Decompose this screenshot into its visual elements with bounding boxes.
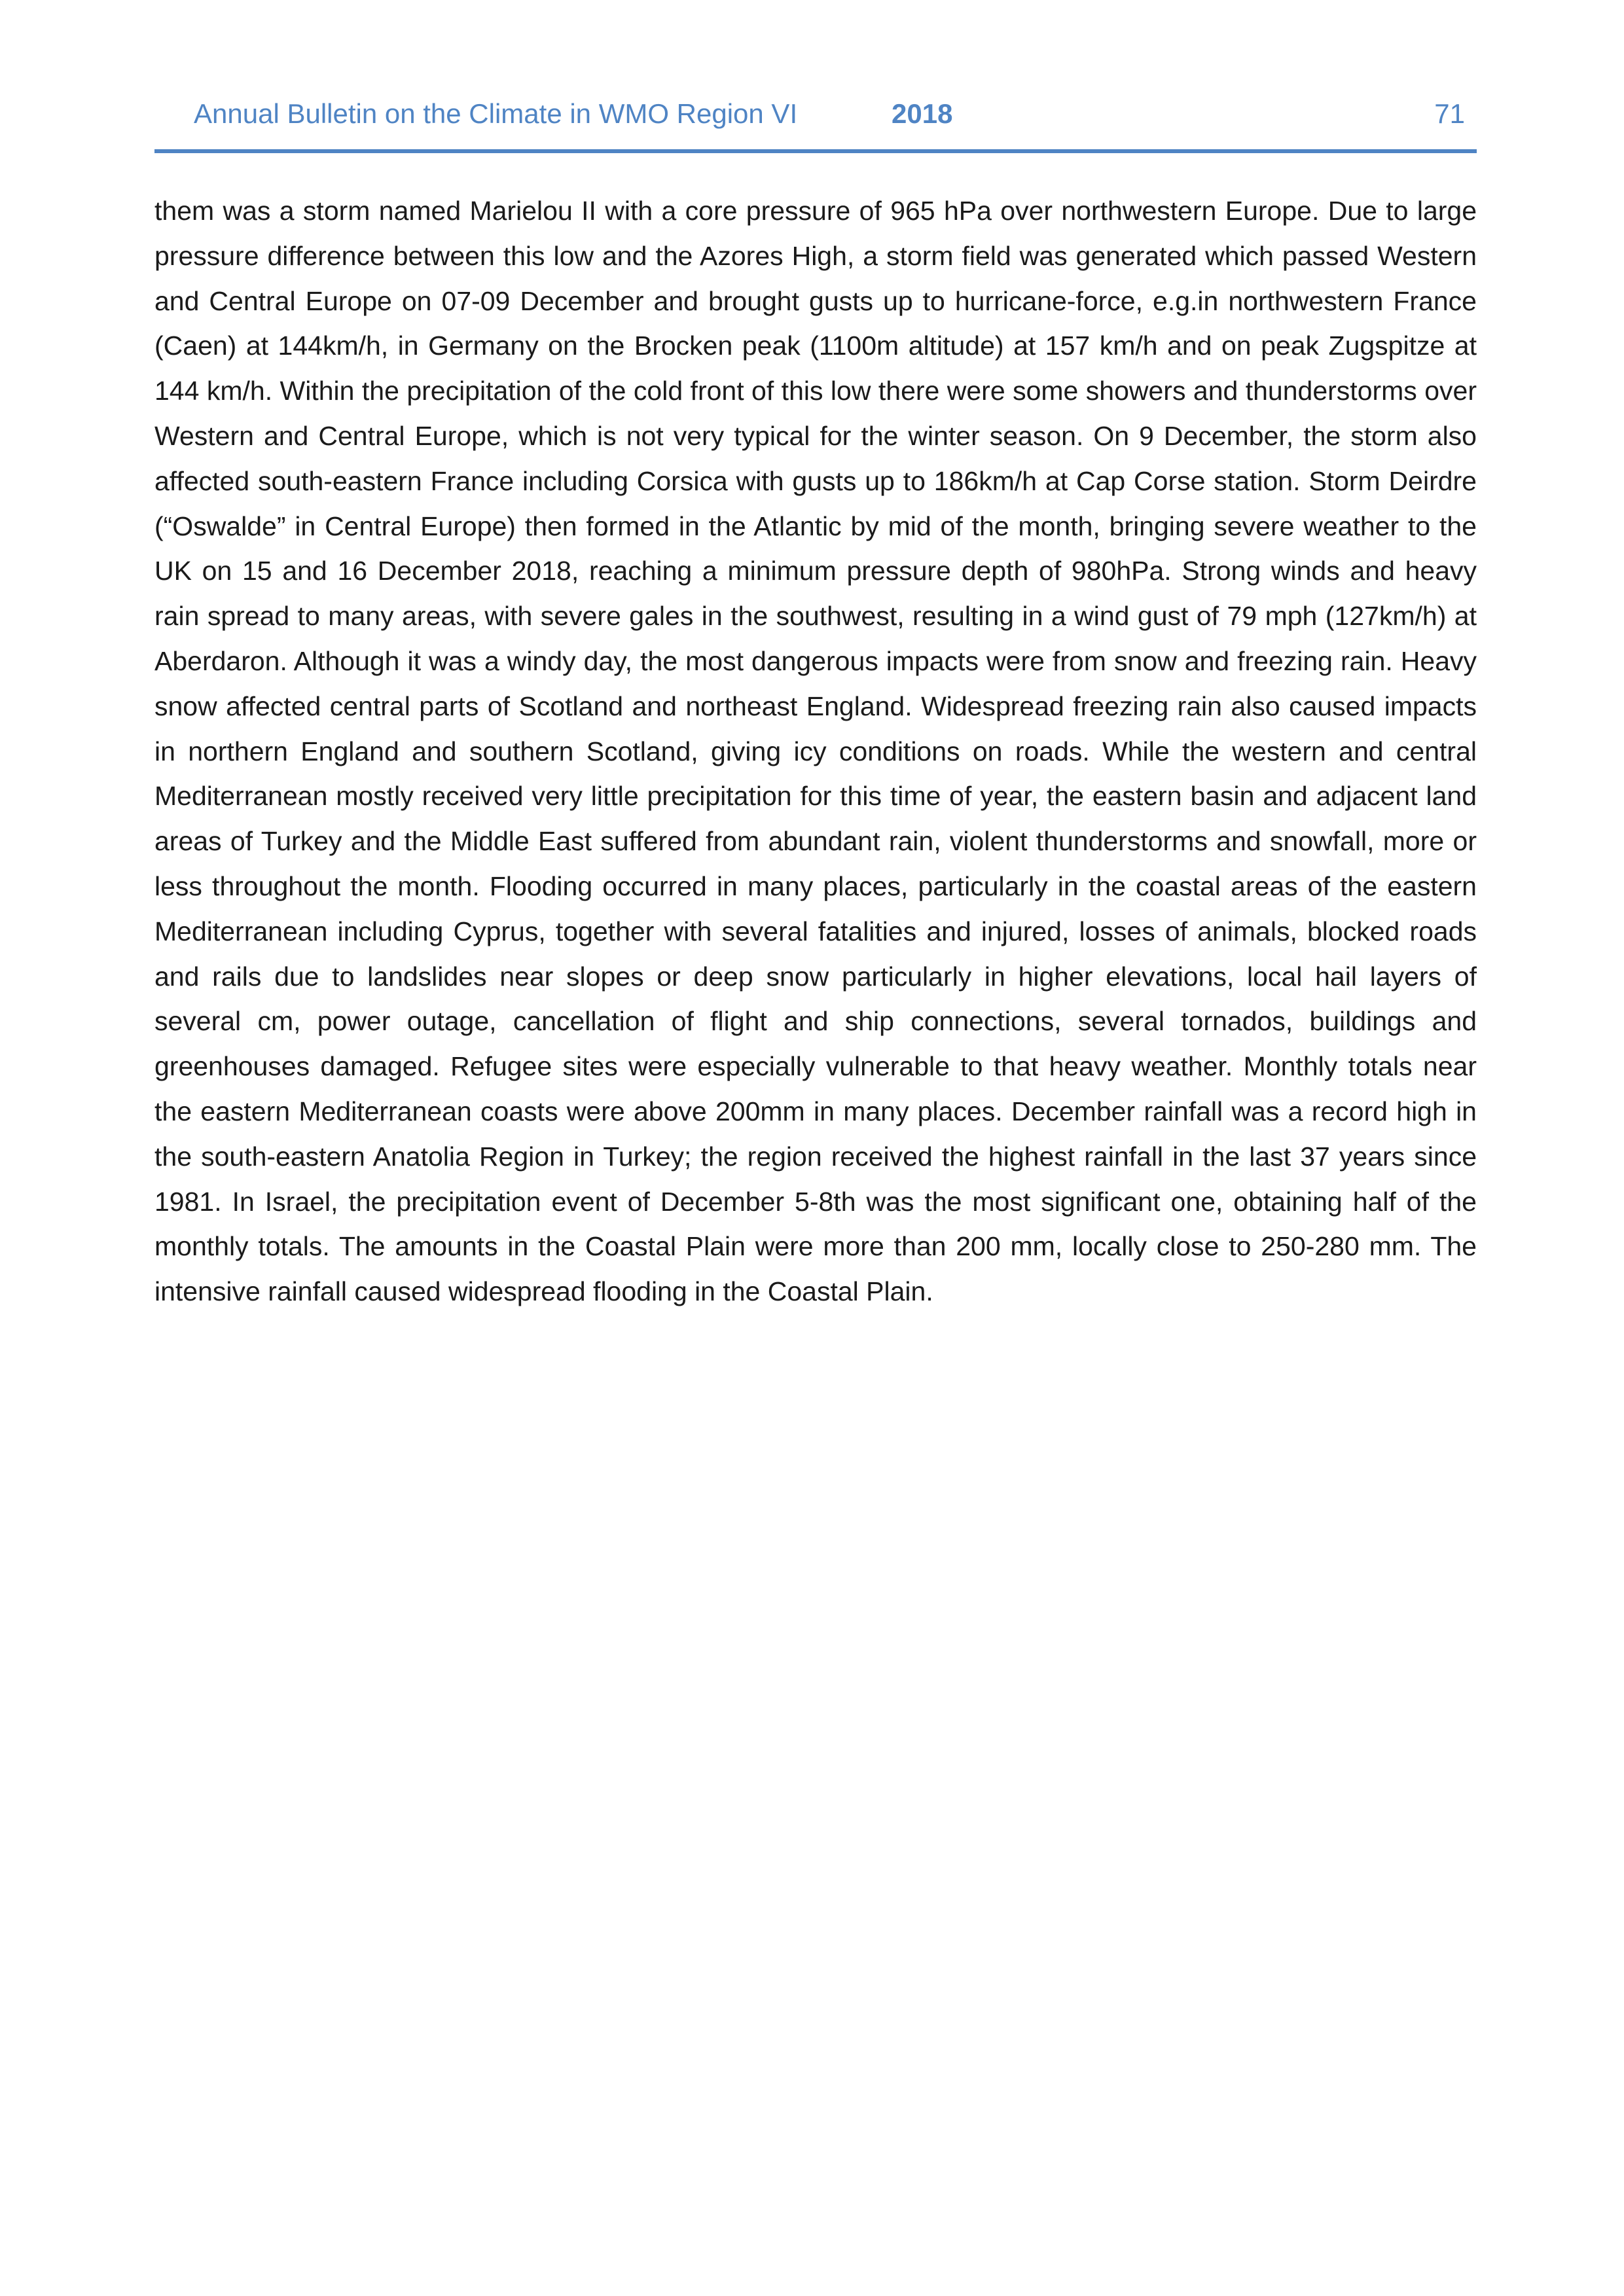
- bulletin-title: Annual Bulletin on the Climate in WMO Region VI: [194, 98, 798, 129]
- page-number: 71: [1434, 98, 1465, 129]
- bulletin-year: 2018: [892, 98, 953, 129]
- body-paragraph: them was a storm named Marielou II with a core pressure of 965 hPa over northwestern Europe. Due to large pressure difference between this low and the Azores High, a storm field was generated which passed Western and Central Europe on 07-09 December and brought gusts up to hurricane-force, e.g.in northwestern France (Caen) at 144km/h, in Germany on the Brocken peak (1100m altitude) at 157 km/h and on peak Zugspitze at 144 km/h. Within the precipitation of the cold front of this low there were some showers and thunderstorms over Western and Central Europe, which is not very typical for the winter season. On 9 December, the storm also affected south-eastern France including Corsica with gusts up to 186km/h at Cap Corse station. Storm Deirdre (“Oswalde” in Central Europe) then formed in the Atlantic by mid of the month, bringing severe weather to the UK on 15 and 16 December 2018, reaching a minimum pressure depth of 980hPa. Strong winds and heavy rain spread to many areas, with severe gales in the southwest, resulting in a wind gust of 79 mph (127km/h) at Aberdaron. Although it was a windy day, the most dangerous impacts were from snow and freezing rain. Heavy snow affected central parts of Scotland and northeast England. Widespread freezing rain also caused impacts in northern England and southern Scotland, giving icy conditions on roads. While the western and central Mediterranean mostly received very little precipitation for this time of year, the eastern basin and adjacent land areas of Turkey and the Middle East suffered from abundant rain, violent thunderstorms and snowfall, more or less throughout the month. Flooding occurred in many places, particularly in the coastal areas of the eastern Mediterranean including Cyprus, together with several fatalities and injured, losses of animals, blocked roads and rails due to landslides near slopes or deep snow particularly in higher elevations, local hail layers of several cm, power outage, cancellation of flight and ship connections, several tornados, buildings and greenhouses damaged. Refugee sites were especially vulnerable to that heavy weather. Monthly totals near the eastern Mediterranean coasts were above 200mm in many places. December rainfall was a record high in the south-eastern Anatolia Region in Turkey; the region received the highest rainfall in the last 37 years since 1981. In Israel, the precipitation event of December 5-8th was the most significant one, obtaining half of the monthly totals. The amounts in the Coastal Plain were more than 200 mm, locally close to 250-280 mm. The intensive rainfall caused widespread flooding in the Coastal Plain.: [154, 196, 1477, 1307]
- page-header: [154, 89, 1477, 154]
- header-divider: [154, 149, 1477, 153]
